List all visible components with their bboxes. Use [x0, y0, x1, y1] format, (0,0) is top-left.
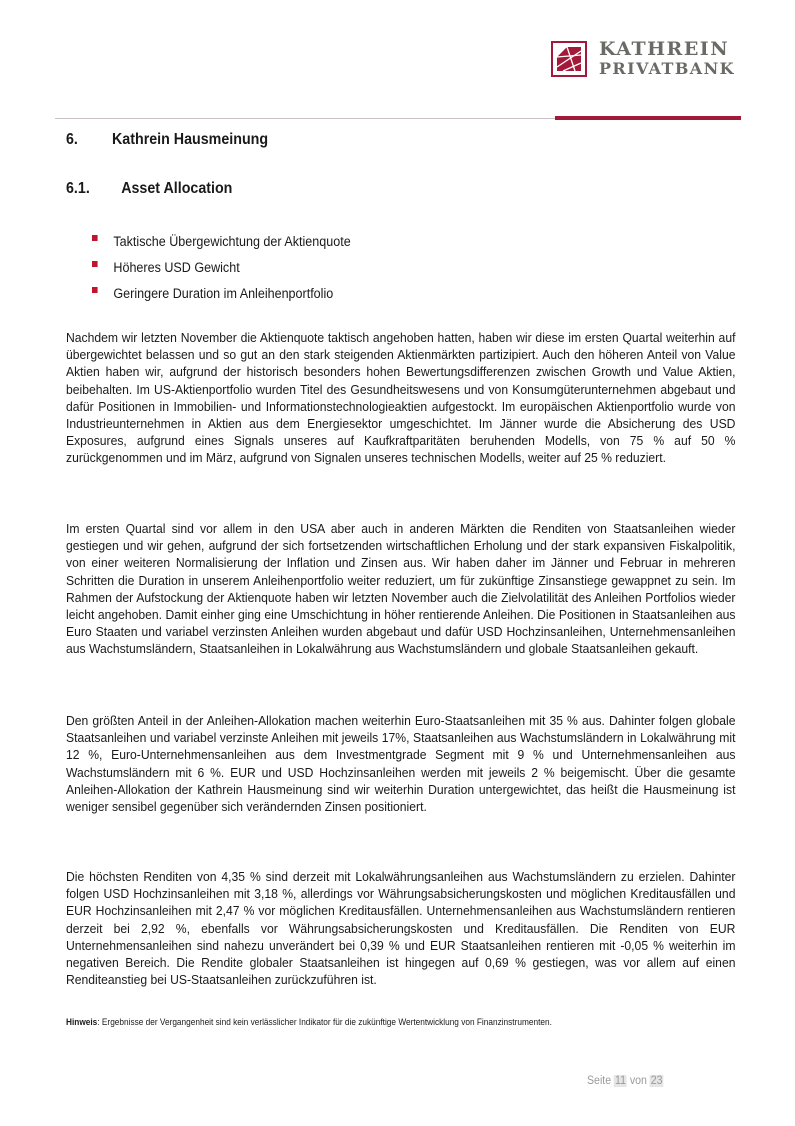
note-text: Ergebnisse der Vergangenheit sind kein verlässlicher Indikator für die zukünftige Wertentwicklung von Finanzinstrumenten.: [101, 1017, 552, 1027]
list-item: Geringere Duration im Anleihenportfolio: [92, 280, 351, 306]
subsection-number: 6.1.: [66, 180, 90, 197]
paragraph-yields: Die höchsten Renditen von 4,35 % sind derzeit mit Lokalwährungsanleihen aus Wachstumsländern zu erzielen. Dahinter folgen USD Hochzinsanleihen mit 3,18 %, allerdings vor Währungsabsicherungskosten und möglichen Kreditausfällen und EUR Hochzinsanleihen mit 2,47 % vor möglichen Kreditausfällen. Unternehmensanleihen aus Wachstumsländern rentieren derzeit bei 2,92 %, ebenfalls vor Währungsabsicherungskosten und Kreditausfällen. Die Renditen von EUR Unternehmensanleihen sind nahezu unverändert bei 0,39 % und EUR Staatsanleihen rentieren mit -0,05 % weiterhin im negativen Bereich. Die Rendite globaler Staatsanleihen ist hingegen auf 0,69 % gestiegen, was vor allem auf einen Renditeanstieg bei US-Staatsanleihen zurückzuführen ist.: [66, 869, 736, 988]
page-number: Seite 11 von 23: [587, 1075, 663, 1087]
logo-text: [599, 39, 735, 79]
logo-line-2: PRIVATBANK: [599, 59, 735, 78]
paragraph-bond-allocation: Den größten Anteil in der Anleihen-Allokation machen weiterhin Euro-Staatsanleihen mit 35 % aus. Dahinter folgen globale Staatsanleihen und variabel verzinste Anleihen mit jeweils 17%, Staatsanleihen aus Wachstumsländern in Lokalwährung mit 12 %, Euro-Unternehmensanleihen aus dem Investmentgrade Segment mit 9 % und Unternehmensanleihen aus Wachstumsländern mit 6 %. EUR und USD Hochzinsanleihen werden mit jeweils 2 % beigemischt. Über die gesamte Anleihen-Allokation der Kathrein Hausmeinung sind wir weiterhin Duration untergewichtet, das heißt die Hausmeinung ist weniger sensibel gegenüber sich verändernden Zinsen positioniert.: [66, 713, 736, 815]
list-item: Taktische Übergewichtung der Aktienquote: [92, 228, 351, 254]
section-title: Kathrein Hausmeinung: [112, 131, 269, 148]
paragraph-bonds-duration: Im ersten Quartal sind vor allem in den USA aber auch in anderen Märkten die Renditen von Staatsanleihen wieder gestiegen und wir gehen, aufgrund der sich fortsetzenden wirtschaftlichen Erholung und der stark expansiven Fiskalpolitik, von einer weiteren Normalisierung der Inflation und Zinsen aus. Wir haben daher im Jänner und Februar in mehreren Schritten die Duration in unserem Anleihenportfolio weiter reduziert, um für zukünftige Zinsanstiege gewappnet zu sein. Im Rahmen der Aufstockung der Aktienquote haben wir letzten November auch die Zielvolatilität des Anleihen Portfolios wieder leicht angehoben. Damit einher ging eine Umschichtung in höher rentierende Anleihen. Die Positionen in Staatsanleihen aus Euro Staaten und variabel verzinsten Anleihen wurden abgebaut und dafür USD Hochzinsanleihen, Unternehmensanleihen aus Wachstumsländern, Staatsanleihen in Lokalwährung aus Wachstumsländern und globale Staatsanleihen gekauft.: [66, 521, 736, 657]
bullet-square-icon: [92, 287, 98, 293]
section-heading: [66, 131, 268, 149]
total-pages: 23: [650, 1075, 663, 1087]
header-rule-accent: [555, 116, 741, 120]
kathrein-logo: [551, 39, 735, 79]
section-number: 6.: [66, 131, 78, 148]
subsection-title: Asset Allocation: [121, 180, 233, 197]
note-label: Hinweis: [66, 1017, 98, 1027]
gem-icon: [551, 41, 587, 77]
list-item: Höheres USD Gewicht: [92, 254, 351, 280]
bullet-square-icon: [92, 235, 98, 241]
bullet-square-icon: [92, 261, 98, 267]
current-page: 11: [614, 1075, 626, 1087]
paragraph-equity: Nachdem wir letzten November die Aktienquote taktisch angehoben hatten, haben wir diese im ersten Quartal weiterhin auf übergewichtet belassen und so gut an den stark steigenden Aktienmärkten partizipiert. Auch den höheren Anteil von Value Aktien haben wir, aufgrund der historisch besonders hohen Bewertungsdifferenzen zwischen Growth und Value Aktien, beibehalten. Im US-Aktienportfolio wurden Titel des Gesundheitswesens und von Konsumgüterunternehmen abgebaut und dafür Positionen in Immobilien- und Informationstechnologieaktien aufgestockt. Im europäischen Aktienportfolio wurde von Industrieunternehmen in Aktien aus dem Energiesektor umgeschichtet. Im Jänner wurde die Absicherung des USD Exposures, aufgrund eines Signals unseres auf Kaufkraftparitäten beruhenden Modells, von 75 % auf 50 % zurückgenommen und im März, aufgrund von Signalen unseres technischen Modells, weiter auf 25 % reduziert.: [66, 330, 736, 466]
logo-line-1: KATHREIN: [599, 38, 730, 60]
subsection-heading: [66, 180, 232, 198]
disclaimer-note: Hinweis: Ergebnisse der Vergangenheit sind kein verlässlicher Indikator für die zukünftige Wertentwicklung von Finanzinstrumenten.: [66, 1017, 552, 1027]
key-points-list: [92, 228, 370, 306]
